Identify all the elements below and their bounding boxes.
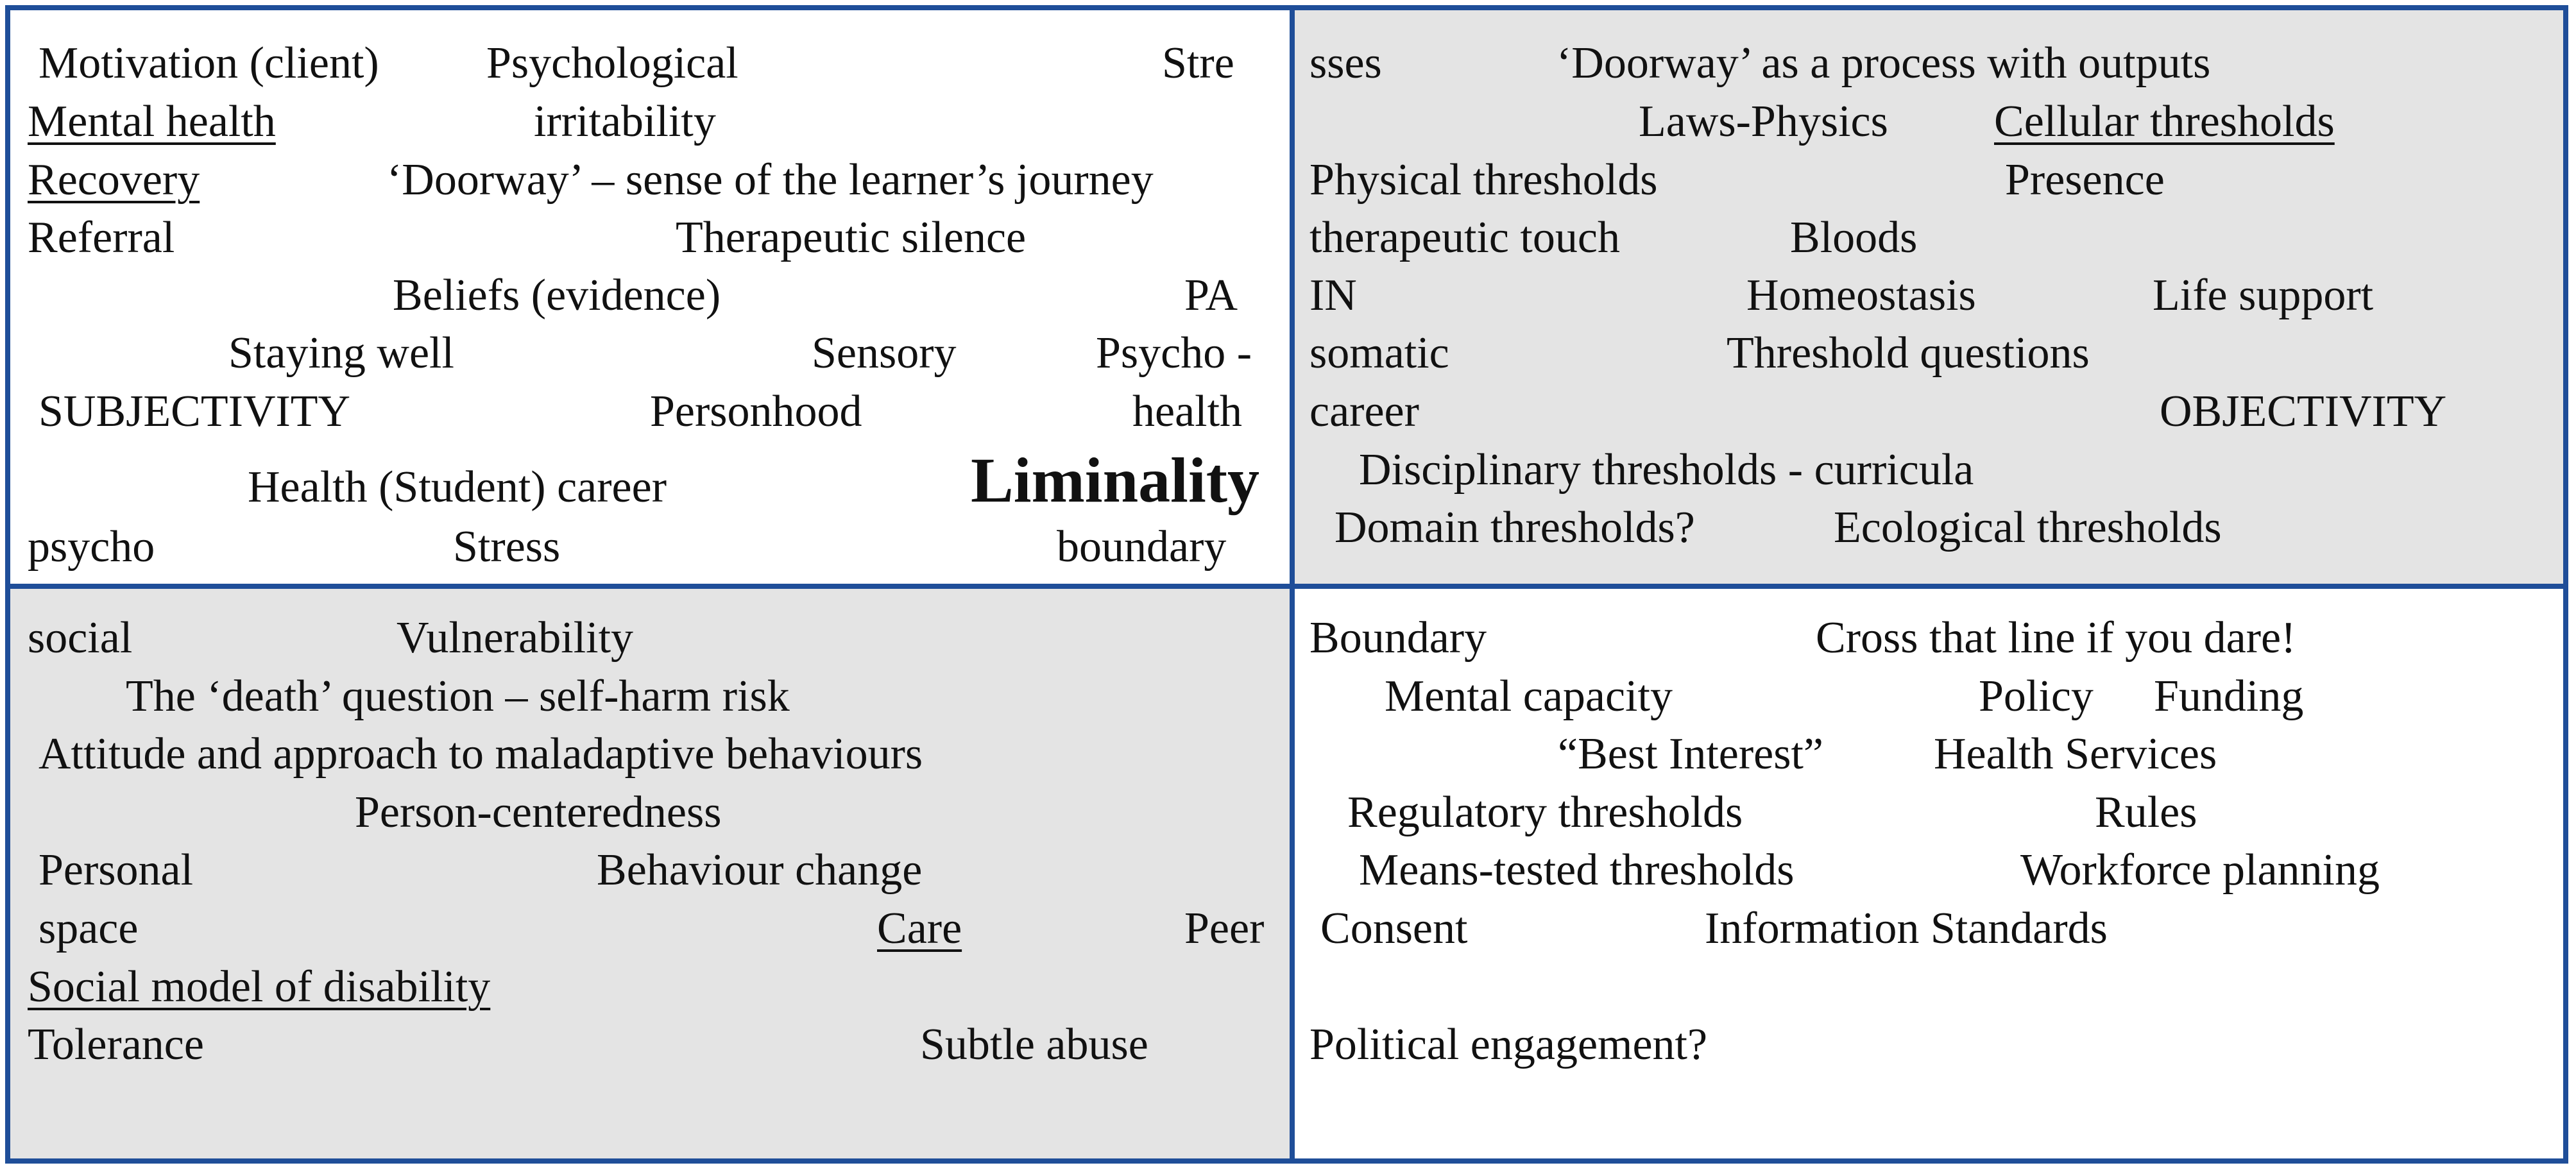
word: “Best Interest” <box>1558 729 1823 779</box>
word: Political engagement? <box>1309 1020 1708 1069</box>
word: Social model of disability <box>28 962 491 1012</box>
word: Recovery <box>28 155 200 205</box>
word: Ecological thresholds <box>1834 503 2222 552</box>
word: sses <box>1309 38 1382 88</box>
word: Regulatory thresholds <box>1347 788 1743 837</box>
word: Stre <box>1162 38 1234 88</box>
word: Therapeutic silence <box>676 213 1027 262</box>
word: health <box>1132 387 1243 436</box>
word: PA <box>1184 271 1238 320</box>
word: career <box>1309 387 1419 436</box>
word: Psychological <box>486 38 738 88</box>
word: Staying well <box>228 328 454 378</box>
horizontal-divider <box>10 584 2563 589</box>
word: boundary <box>1057 522 1227 572</box>
word: Rules <box>2095 788 2197 837</box>
word: space <box>38 904 139 953</box>
word: Person-centeredness <box>355 788 722 837</box>
word: Funding <box>2154 672 2304 721</box>
word: Cellular thresholds <box>1994 97 2335 146</box>
word: Peer <box>1184 904 1265 953</box>
word: Disciplinary thresholds - curricula <box>1359 445 1974 495</box>
word: Tolerance <box>28 1020 204 1069</box>
word: Stress <box>453 522 561 572</box>
word: Motivation (client) <box>38 38 379 88</box>
word: Sensory <box>812 328 957 378</box>
word: Means-tested thresholds <box>1359 845 1795 895</box>
word: social <box>28 613 133 663</box>
word: Laws-Physics <box>1639 97 1888 146</box>
quadrant-bottom-left <box>10 589 1290 1158</box>
word: Beliefs (evidence) <box>393 271 721 320</box>
word: Health Services <box>1934 729 2217 779</box>
word: SUBJECTIVITY <box>38 387 351 436</box>
quadrant-top-left <box>10 10 1290 584</box>
word: Behaviour change <box>597 845 923 895</box>
word: Vulnerability <box>397 613 634 663</box>
word: Liminality <box>971 445 1260 516</box>
word: Boundary <box>1309 613 1487 663</box>
word: Threshold questions <box>1727 328 2090 378</box>
word: psycho <box>28 522 155 572</box>
word: ‘Doorway’ – sense of the learner’s journey <box>387 155 1154 205</box>
word: Life support <box>2153 271 2374 320</box>
word: Bloods <box>1790 213 1918 262</box>
word: Health (Student) career <box>248 462 667 512</box>
word: Care <box>877 904 962 953</box>
word: The ‘death’ question – self-harm risk <box>126 672 790 721</box>
word: somatic <box>1309 328 1449 378</box>
word: Information Standards <box>1705 904 2108 953</box>
word: Personhood <box>650 387 862 436</box>
word: OBJECTIVITY <box>2160 387 2447 436</box>
word: Domain thresholds? <box>1335 503 1695 552</box>
word: Referral <box>28 213 175 262</box>
quadrant-top-right <box>1295 10 2563 584</box>
word: Presence <box>2005 155 2165 205</box>
word: Subtle abuse <box>920 1020 1148 1069</box>
quadrant-grid <box>5 5 2568 1164</box>
word: Workforce planning <box>2020 845 2380 895</box>
word: IN <box>1309 271 1357 320</box>
word: Psycho - <box>1096 328 1252 378</box>
word: Mental health <box>28 97 276 146</box>
word: Policy <box>1979 672 2094 721</box>
word: Homeostasis <box>1746 271 1976 320</box>
word: ‘Doorway’ as a process with outputs <box>1557 38 2211 88</box>
word: therapeutic touch <box>1309 213 1620 262</box>
word: Attitude and approach to maladaptive behaviours <box>38 729 923 779</box>
word: Physical thresholds <box>1309 155 1658 205</box>
word: Consent <box>1320 904 1468 953</box>
word: Cross that line if you dare! <box>1816 613 2296 663</box>
word: irritability <box>534 97 716 146</box>
word: Personal <box>38 845 194 895</box>
word: Mental capacity <box>1385 672 1673 721</box>
quadrant-bottom-right <box>1295 589 2563 1158</box>
